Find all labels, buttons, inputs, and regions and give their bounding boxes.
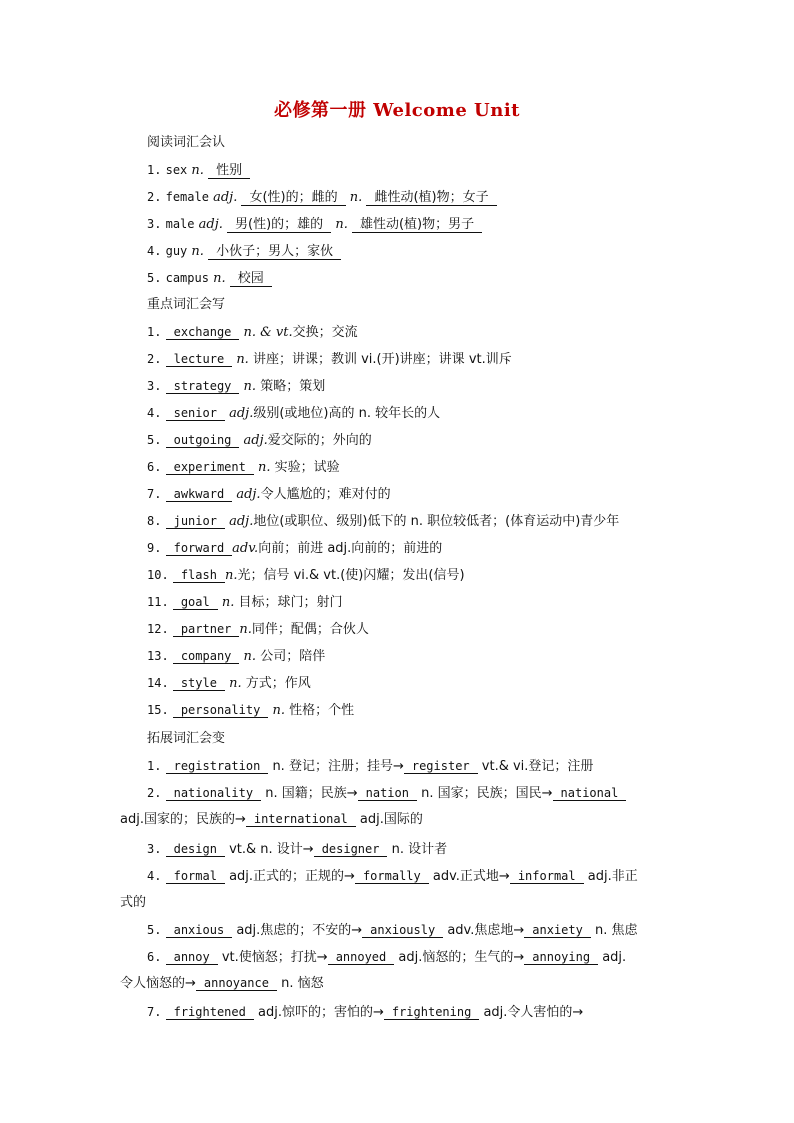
answer-blank: goal [173, 595, 218, 610]
section-heading-reading: 阅读词汇会认 [147, 135, 226, 150]
writing-item: 13. company n. 公司；陪伴 [147, 649, 326, 664]
writing-item: 4. senior adj.级别(或地位)高的 n. 较年长的人 [147, 406, 441, 421]
answer-blank: forward [166, 541, 233, 556]
answer-blank: 雄性动(植)物；男子 [352, 218, 482, 233]
answer-blank: anxiety [524, 923, 591, 938]
writing-item: 7. awkward adj.令人尴尬的；难对付的 [147, 487, 391, 502]
answer-blank: annoying [524, 950, 598, 965]
answer-blank: frightening [384, 1005, 479, 1020]
answer-blank: company [173, 649, 240, 664]
derive-item: 5. anxious adj.焦虑的；不安的→ anxiously adv.焦虑地→ anxiety n. 焦虑 [147, 923, 638, 938]
derive-item: 7. frightened adj.惊吓的；害怕的→ frightening adj.令人害怕的→ [147, 1005, 584, 1020]
derive-item: 4. formal adj.正式的；正规的→ formally adv.正式地→ informal adj.非正 [147, 869, 638, 884]
writing-item: 8. junior adj.地位(或职位、级别)低下的 n. 职位较低者；(体育运动中)青少年 [147, 514, 620, 529]
answer-blank: awkward [166, 487, 233, 502]
writing-item: 3. strategy n. 策略；策划 [147, 379, 326, 394]
answer-blank: informal [510, 869, 584, 884]
section-heading-derive: 拓展词汇会变 [147, 731, 226, 746]
reading-item: 5. campus n. 校园 [147, 269, 676, 288]
answer-blank: strategy [166, 379, 240, 394]
answer-blank: annoyance [196, 976, 277, 991]
writing-item: 6. experiment n. 实验；试验 [147, 460, 340, 475]
answer-blank: 校园 [230, 272, 272, 287]
answer-blank: design [166, 842, 225, 857]
derive-item: 6. annoy vt.使恼怒；打扰→ annoyed adj.恼怒的；生气的→ annoying adj. [147, 950, 627, 965]
answer-blank: style [173, 676, 225, 691]
writing-item: 15. personality n. 性格；个性 [147, 703, 355, 718]
derive-item: 2. nationality n. 国籍；民族→ nation n. 国家；民族；国民→ national [147, 784, 676, 803]
answer-blank: formally [355, 869, 429, 884]
writing-item: 1. exchange n. & vt.交换；交流 [147, 325, 358, 340]
answer-blank: 小伙子；男人；家伙 [208, 245, 341, 260]
answer-blank: anxious [166, 923, 233, 938]
answer-blank: personality [173, 703, 268, 718]
answer-blank: nation [358, 786, 417, 801]
answer-blank: formal [166, 869, 225, 884]
reading-item: 4. guy n. 小伙子；男人；家伙 [147, 242, 676, 261]
writing-item: 12. partner n.同伴；配偶；合伙人 [147, 622, 369, 637]
answer-blank: national [553, 786, 627, 801]
answer-blank: 男(性)的；雄的 [227, 218, 331, 233]
reading-item: 2. female adj. 女(性)的；雌的 n. 雌性动(植)物；女子 [147, 188, 676, 207]
writing-item: 10. flash n.光；信号 vi.& vt.(使)闪耀；发出(信号) [147, 568, 465, 583]
answer-blank: flash [173, 568, 225, 583]
derive-item-continued: adj.国家的；民族的→ international adj.国际的 [120, 812, 423, 827]
page-title: 必修第一册 Welcome Unit [274, 100, 520, 121]
answer-blank: junior [166, 514, 225, 529]
section-heading-writing: 重点词汇会写 [147, 297, 226, 312]
answer-blank: international [246, 812, 356, 827]
answer-blank: nationality [166, 786, 261, 801]
writing-item: 11. goal n. 目标；球门；射门 [147, 595, 343, 610]
answer-blank: register [404, 759, 478, 774]
answer-blank: partner [173, 622, 240, 637]
answer-blank: 雌性动(植)物；女子 [366, 191, 496, 206]
derive-item-continued: 令人恼怒的→ annoyance n. 恼怒 [120, 976, 324, 991]
writing-item: 9. forward adv.向前；前进 adj.向前的；前进的 [147, 541, 443, 556]
answer-blank: designer [314, 842, 388, 857]
derive-item-continued: 式的 [120, 895, 147, 910]
answer-blank: lecture [166, 352, 233, 367]
answer-blank: 女(性)的；雌的 [241, 191, 345, 206]
answer-blank: frightened [166, 1005, 254, 1020]
answer-blank: annoy [166, 950, 218, 965]
writing-item: 5. outgoing adj.爱交际的；外向的 [147, 433, 372, 448]
answer-blank: exchange [166, 325, 240, 340]
answer-blank: experiment [166, 460, 254, 475]
writing-item: 2. lecture n. 讲座；讲课；教训 vi.(开)讲座；讲课 vt.训斥 [147, 352, 512, 367]
writing-item: 14. style n. 方式；作风 [147, 676, 311, 691]
reading-item: 3. male adj. 男(性)的；雄的 n. 雄性动(植)物；男子 [147, 215, 676, 234]
answer-blank: registration [166, 759, 269, 774]
derive-item: 3. design vt.& n. 设计→ designer n. 设计者 [147, 842, 448, 857]
answer-blank: anxiously [362, 923, 443, 938]
answer-blank: senior [166, 406, 225, 421]
answer-blank: outgoing [166, 433, 240, 448]
answer-blank: annoyed [328, 950, 395, 965]
reading-item: 1. sex n. 性别 [147, 161, 676, 180]
answer-blank: 性别 [208, 164, 250, 179]
derive-item: 1. registration n. 登记；注册；挂号→ register vt.& vi.登记；注册 [147, 759, 594, 774]
